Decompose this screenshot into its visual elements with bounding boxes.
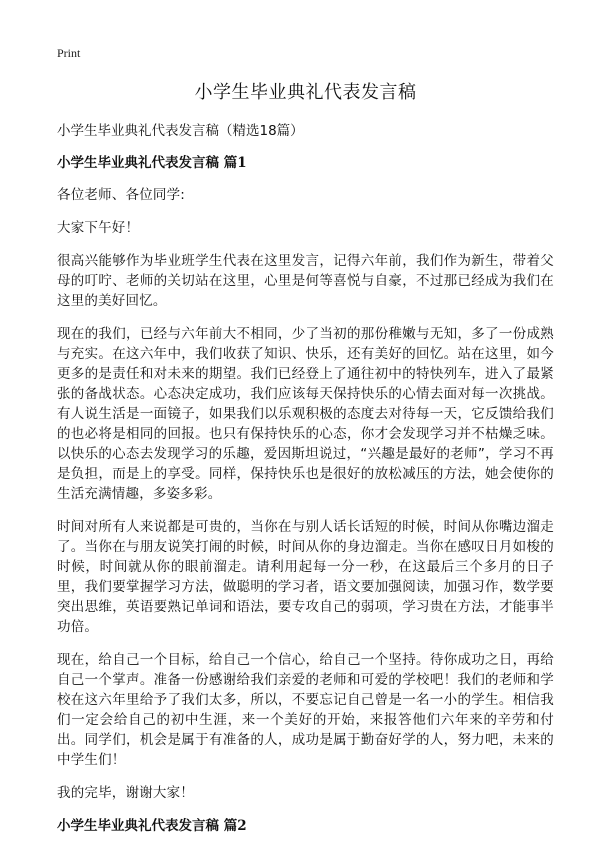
salutation: 各位老师、各位同学: [57,187,186,203]
document-body [57,121,554,848]
section-heading-1: 小学生毕业典礼代表发言稿 篇1 [57,155,247,171]
paragraph-goals: 现在，给自己一个目标，给自己一个信心，给自己一个坚持。待你成功之日，再给自己一个掌声。准备一份感谢给我们亲爱的老师和可爱的学校吧！我们的老师和学校在这六年里给予了我们太多，所以，不要忘记自己曾是一名一小的学生。相信我们一定会给自己的初中生涯，来一个美好的开始，来报答他们六年来的辛劳和付出。同学们，机会是属于有准备的人，成功是属于勤奋好学的人，努力吧，未来的中学生们！ [57,652,554,768]
paragraph-intro: 很高兴能够作为毕业班学生代表在这里发言，记得六年前，我们作为新生，带着父母的叮咛、老师的关切站在这里，心里是何等喜悦与自豪，不过那已经成为我们在这里的美好回忆。 [57,253,554,309]
paragraph-time: 时间对所有人来说都是可贵的，当你在与别人话长话短的时候，时间从你嘴边溜走了。当你在与朋友说笑打闹的时候，时间从你的身边溜走。当你在感叹日月如梭的时候，时间就从你的眼前溜走。请利用起每一分一秒，在这最后三个多月的日子里，我们要掌握学习方法，做聪明的学习者，语文要加强阅读，加强习作，数学要突出思维，英语要熟记单词和语法，要专攻自己的弱项，学习贵在方法，才能事半功倍。 [57,519,554,635]
greeting: 大家下午好！ [57,220,140,236]
section-heading-2: 小学生毕业典礼代表发言稿 篇2 [57,818,247,834]
closing: 我的完毕，谢谢大家！ [57,785,194,801]
paragraph-present: 现在的我们，已经与六年前大不相同，少了当初的那份稚嫩与无知，多了一份成熟与充实。在这六年中，我们收获了知识、快乐，还有美好的回忆。站在这里，如今更多的是责任和对未来的期望。我们已经登上了通往初中的特快列车，进入了最紧张的备战状态。心态决定成功，我们应该每天保持快乐的心情去面对每一次挑战。有人说生活是一面镜子，如果我们以乐观积极的态度去对待每一天，它反馈给我们的也必将是相同的回报。也只有保持快乐的心态，你才会发现学习并不枯燥乏味。以快乐的心态去发现学习的乐趣，爱因斯坦说过，“兴趣是最好的老师”，学习不再是负担，而是上的享受。同样，保持快乐也是很好的放松减压的方法，她会使你的生活充满情趣，多姿多彩。 [57,326,554,502]
print-link[interactable]: Print [57,46,81,60]
document-title: 小学生毕业典礼代表发言稿 [194,82,417,103]
document-subtitle: 小学生毕业典礼代表发言稿（精选18篇） [57,123,304,139]
